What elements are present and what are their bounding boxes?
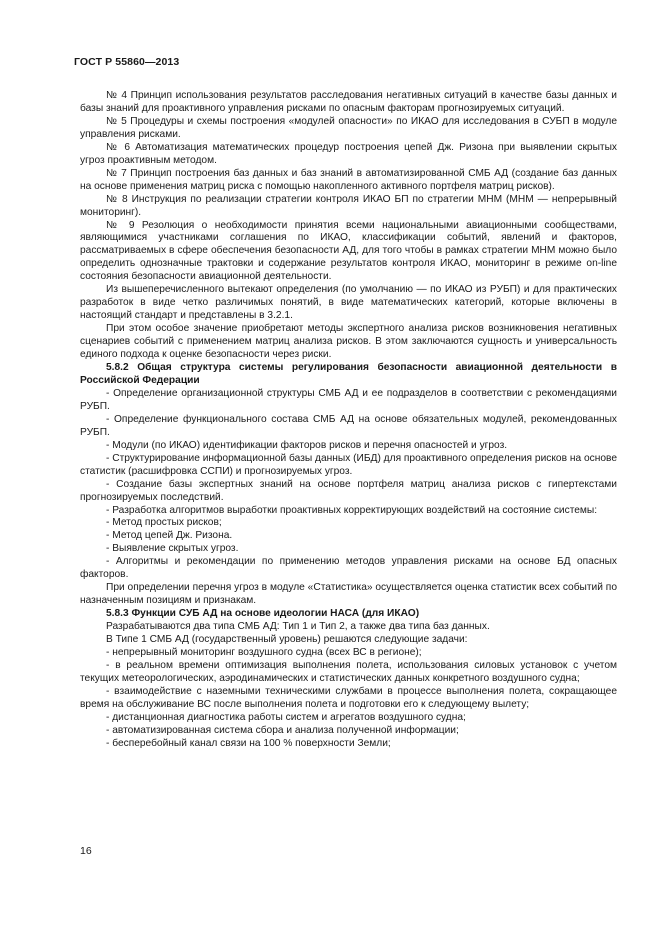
list-item: - Создание базы экспертных знаний на основе портфеля матриц анализа рисков с гипертекстами прогнозируемых последствий.	[80, 478, 617, 503]
document-header: ГОСТ Р 55860—2013	[74, 56, 180, 68]
paragraph-item-7: № 7 Принцип построения баз данных и баз знаний в автоматизированной СМБ АД (создание баз данных на основе применения матриц риска с помощью накопленного активного портфеля матриц рисков).	[80, 167, 617, 192]
page-number: 16	[80, 845, 92, 857]
list-item: - Выявление скрытых угроз.	[106, 543, 239, 555]
list-item: - Определение организационной структуры СМБ АД и ее подразделов в соответствии с рекомендациями РУБП.	[80, 387, 617, 412]
list-item: - Разработка алгоритмов выработки проактивных корректирующих воздействий на состояние системы:	[106, 504, 598, 516]
section-heading-5-8-2: 5.8.2 Общая структура системы регулирования безопасности авиационной деятельности в Российской Федерации	[80, 362, 617, 386]
list-item: - бесперебойный канал связи на 100 % поверхности Земли;	[106, 737, 391, 749]
paragraph-item-4: № 4 Принцип использования результатов расследования негативных ситуаций в качестве базы данных и базы знаний для проактивного управления рисками по опасным факторам прогнозируемых ситуаций.	[80, 90, 617, 114]
paragraph-item-5: № 5 Процедуры и схемы построения «модулей опасности» по ИКАО для исследования в СУБП в модуле управления рисками.	[80, 115, 617, 140]
list-item: - Метод простых рисков;	[106, 517, 222, 529]
paragraph-item-6: № 6 Автоматизация математических процедур построения цепей Дж. Ризона при выявлении скрытых угроз проактивным методом.	[80, 141, 617, 166]
list-item: - непрерывный мониторинг воздушного судна (всех ВС в регионе);	[106, 646, 422, 658]
list-item: - в реальном времени оптимизация выполнения полета, использования силовых установок с учетом текущих метеорологических, аэродинамических и статистических данных конкретного воздушного судна;	[80, 659, 617, 684]
paragraph-item-8: № 8 Инструкция по реализации стратегии контроля ИКАО БП по стратегии МНМ (МНМ — непрерывный мониторинг).	[80, 193, 617, 218]
document-body	[80, 90, 617, 751]
paragraph-expert-analysis: При этом особое значение приобретают методы экспертного анализа рисков возникновения негативных сценариев событий с применением матриц анализа рисков. В этом заключаются сущность и универсальность единого подхода к оценке безопасности через риски.	[80, 323, 617, 361]
paragraph-types: Разрабатываются два типа СМБ АД: Тип 1 и Тип 2, а также два типа баз данных.	[106, 621, 490, 633]
list-item: - Определение функционального состава СМБ АД на основе обязательных модулей, рекомендованных РУБП.	[80, 413, 617, 438]
section-heading-5-8-3: 5.8.3 Функции СУБ АД на основе идеологии НАСА (для ИКАО)	[106, 608, 420, 620]
list-item: - дистанционная диагностика работы систем и агрегатов воздушного судна;	[106, 711, 466, 723]
list-item: - взаимодействие с наземными техническими службами в процессе выполнения полета, сокращающее время на обслуживание ВС после выполнения полета и подготовки его к следующему вылету;	[80, 685, 617, 710]
list-item: - Алгоритмы и рекомендации по применению методов управления рисками на основе БД опасных факторов.	[80, 556, 617, 581]
paragraph-item-9: № 9 Резолюция о необходимости принятия всеми национальными авиационными сообществами, являющимися участниками соглашения по ИКАО, классификации событий, явлений и факторов, рассматриваемых в сфере обеспечения безопасности АД, для того чтобы в рамках стратегии МНМ можно было определить однозначные трактовки и содержание результатов контроля ИКАО, мониторинг в режиме on-line состояния безопасности авиационной деятельности.	[80, 219, 617, 283]
list-item: - Метод цепей Дж. Ризона.	[106, 530, 233, 542]
paragraph-statistics: При определении перечня угроз в модуле «Статистика» осуществляется оценка статистик всех событий по назначенным позициям и признакам.	[80, 582, 617, 607]
paragraph-definitions: Из вышеперечисленного вытекают определения (по умолчанию — по ИКАО из РУБП) и для практических разработок в виде четко различимых понятий, в виде математических категорий, которые включены в настоящий стандарт и представлены в 3.2.1.	[80, 284, 617, 322]
list-item: - Модули (по ИКАО) идентификации факторов рисков и перечня опасностей и угроз.	[106, 439, 508, 451]
paragraph-type1-tasks: В Типе 1 СМБ АД (государственный уровень) решаются следующие задачи:	[106, 634, 468, 646]
list-item: - Структурирование информационной базы данных (ИБД) для проактивного определения рисков на основе статистик (расшифровка ССПИ) и прогнозируемых угроз.	[80, 452, 617, 477]
list-item: - автоматизированная система сбора и анализа полученной информации;	[106, 724, 459, 736]
